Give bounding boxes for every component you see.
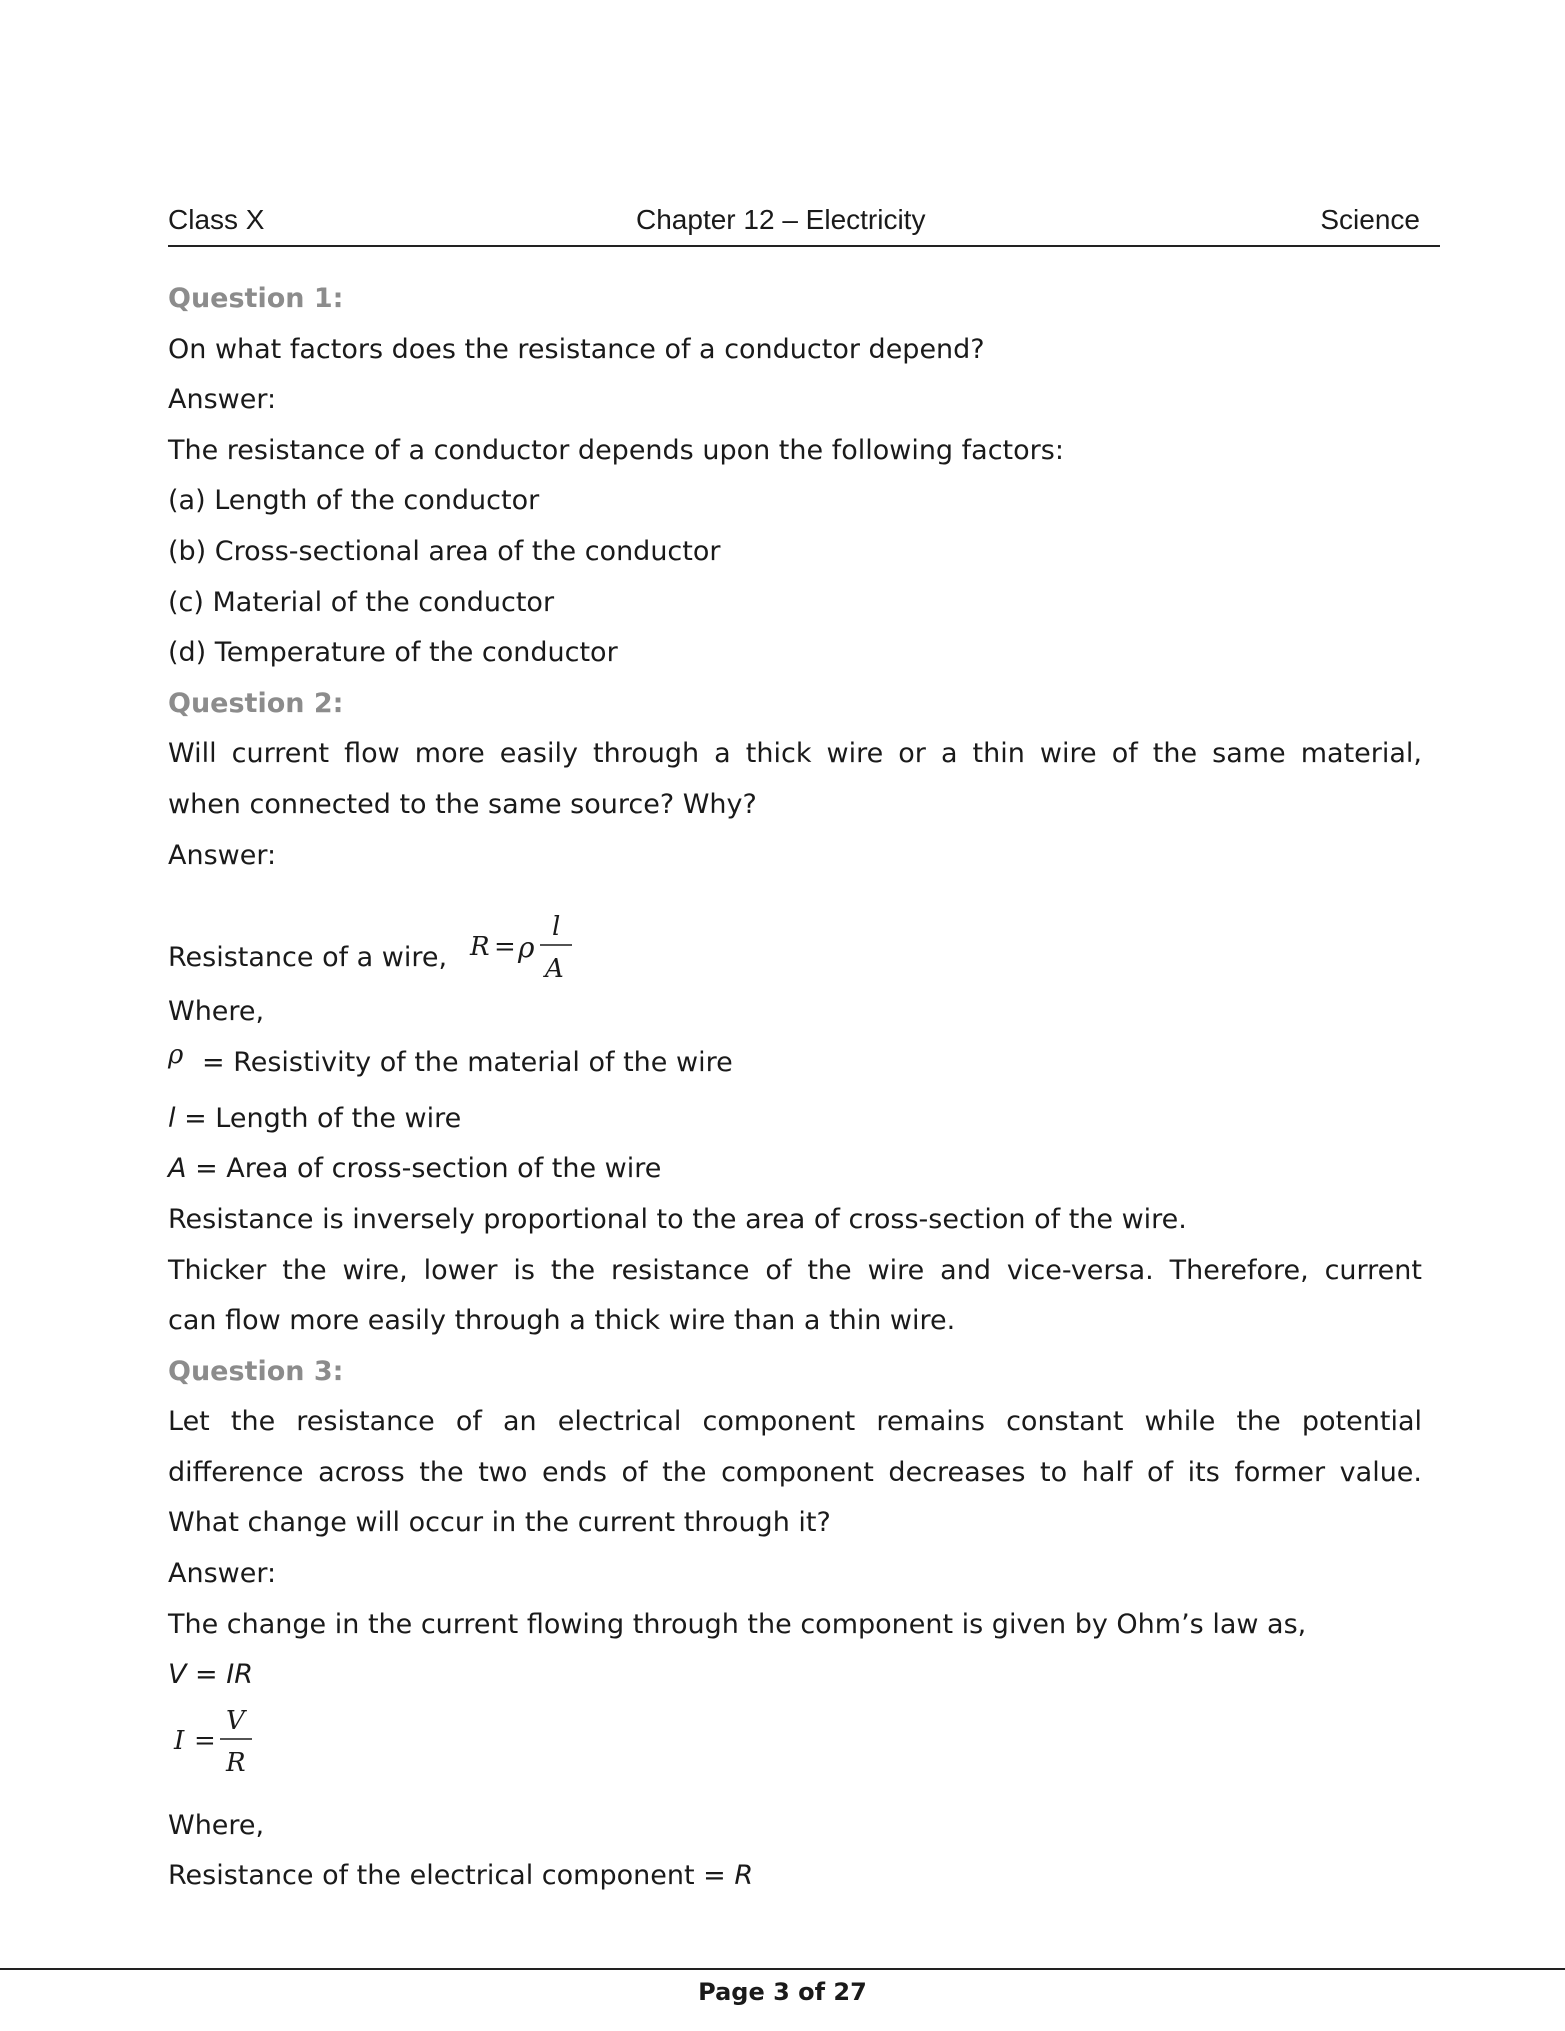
factor-item-b: (b) Cross-sectional area of the conductor	[168, 535, 721, 567]
header-class: Class X	[168, 204, 265, 235]
current-formula-i: I	[174, 1725, 185, 1756]
question-1-text: On what factors does the resistance of a conductor depend?	[168, 333, 985, 365]
question-1-heading: Question 1:	[168, 283, 344, 314]
answer-1-intro: The resistance of a conductor depends upon the following factors:	[168, 434, 1064, 466]
r-symbol: R	[734, 1860, 754, 1892]
header-subject: Science	[1320, 204, 1420, 235]
l-symbol: l	[168, 1102, 176, 1134]
current-formula-denominator: R	[226, 1747, 246, 1778]
formula-denominator: A	[545, 954, 564, 985]
rho-definition	[168, 1038, 1422, 1094]
document-body	[168, 274, 1422, 1902]
header-chapter: Chapter 12 – Electricity	[636, 204, 926, 235]
resistance-formula	[468, 905, 608, 985]
resistance-formula-label: Resistance of a wire,	[168, 942, 448, 974]
answer-2-paragraph-1: Resistance is inversely proportional to the area of cross-section of the wire.	[168, 1203, 1187, 1235]
rho-symbol: ρ	[168, 1039, 184, 1070]
a-definition-text: = Area of cross-section of the wire	[186, 1153, 662, 1185]
formula-equals: =	[494, 932, 516, 963]
answer-3-intro: The change in the current flowing through the component is given by Ohm’s law as,	[168, 1608, 1307, 1640]
answer-3-label: Answer:	[168, 1558, 277, 1590]
current-formula-numerator: V	[226, 1705, 245, 1736]
formula-r: R	[470, 932, 490, 963]
current-formula-line	[168, 1701, 1422, 1801]
formula-numerator: l	[552, 912, 561, 943]
where-label-2: Where,	[168, 1809, 265, 1841]
factor-item-c: (c) Material of the conductor	[168, 586, 555, 618]
question-3-text-line-3: What change will occur in the current through it?	[168, 1507, 831, 1539]
answer-2-paragraph-2-line-2: can flow more easily through a thick wire than a thin wire.	[168, 1305, 956, 1337]
rho-definition-text: = Resistivity of the material of the wire	[202, 1046, 733, 1078]
formula-rho: ρ	[518, 931, 535, 965]
resistance-formula-line	[168, 881, 1422, 987]
current-formula-equals: =	[194, 1725, 216, 1756]
page-number: Page 3 of 27	[698, 1978, 867, 2006]
question-2-text-line-1: Will current flow more easily through a thick wire or a thin wire of the same material,	[168, 738, 1422, 770]
answer-1-label: Answer:	[168, 384, 277, 416]
area-definition	[168, 1144, 1422, 1195]
resistance-definition	[168, 1851, 1422, 1902]
header-divider	[168, 245, 1440, 247]
footer-divider	[0, 1968, 1565, 1970]
factor-item-a: (a) Length of the conductor	[168, 485, 540, 517]
question-2-text-line-2: when connected to the same source? Why?	[168, 788, 757, 820]
page-header	[168, 200, 1440, 248]
where-label-1: Where,	[168, 996, 265, 1028]
l-definition-text: = Length of the wire	[175, 1102, 462, 1134]
factor-item-d: (d) Temperature of the conductor	[168, 637, 618, 669]
current-formula	[172, 1699, 282, 1789]
question-3-text-line-2: difference across the two ends of the component decreases to half of its former value.	[168, 1456, 1422, 1488]
length-definition	[168, 1094, 1422, 1145]
question-2-heading: Question 2:	[168, 687, 344, 719]
question-3-heading: Question 3:	[168, 1355, 344, 1387]
answer-2-label: Answer:	[168, 839, 277, 871]
ohms-law-equation: V = IR	[168, 1659, 253, 1691]
question-3-text-line-1: Let the resistance of an electrical component remains constant while the potential	[168, 1406, 1422, 1438]
a-symbol: A	[168, 1153, 187, 1185]
answer-2-paragraph-2-line-1: Thicker the wire, lower is the resistance of the wire and vice-versa. Therefore, current	[168, 1254, 1422, 1286]
r-definition-text: Resistance of the electrical component =	[168, 1860, 735, 1892]
